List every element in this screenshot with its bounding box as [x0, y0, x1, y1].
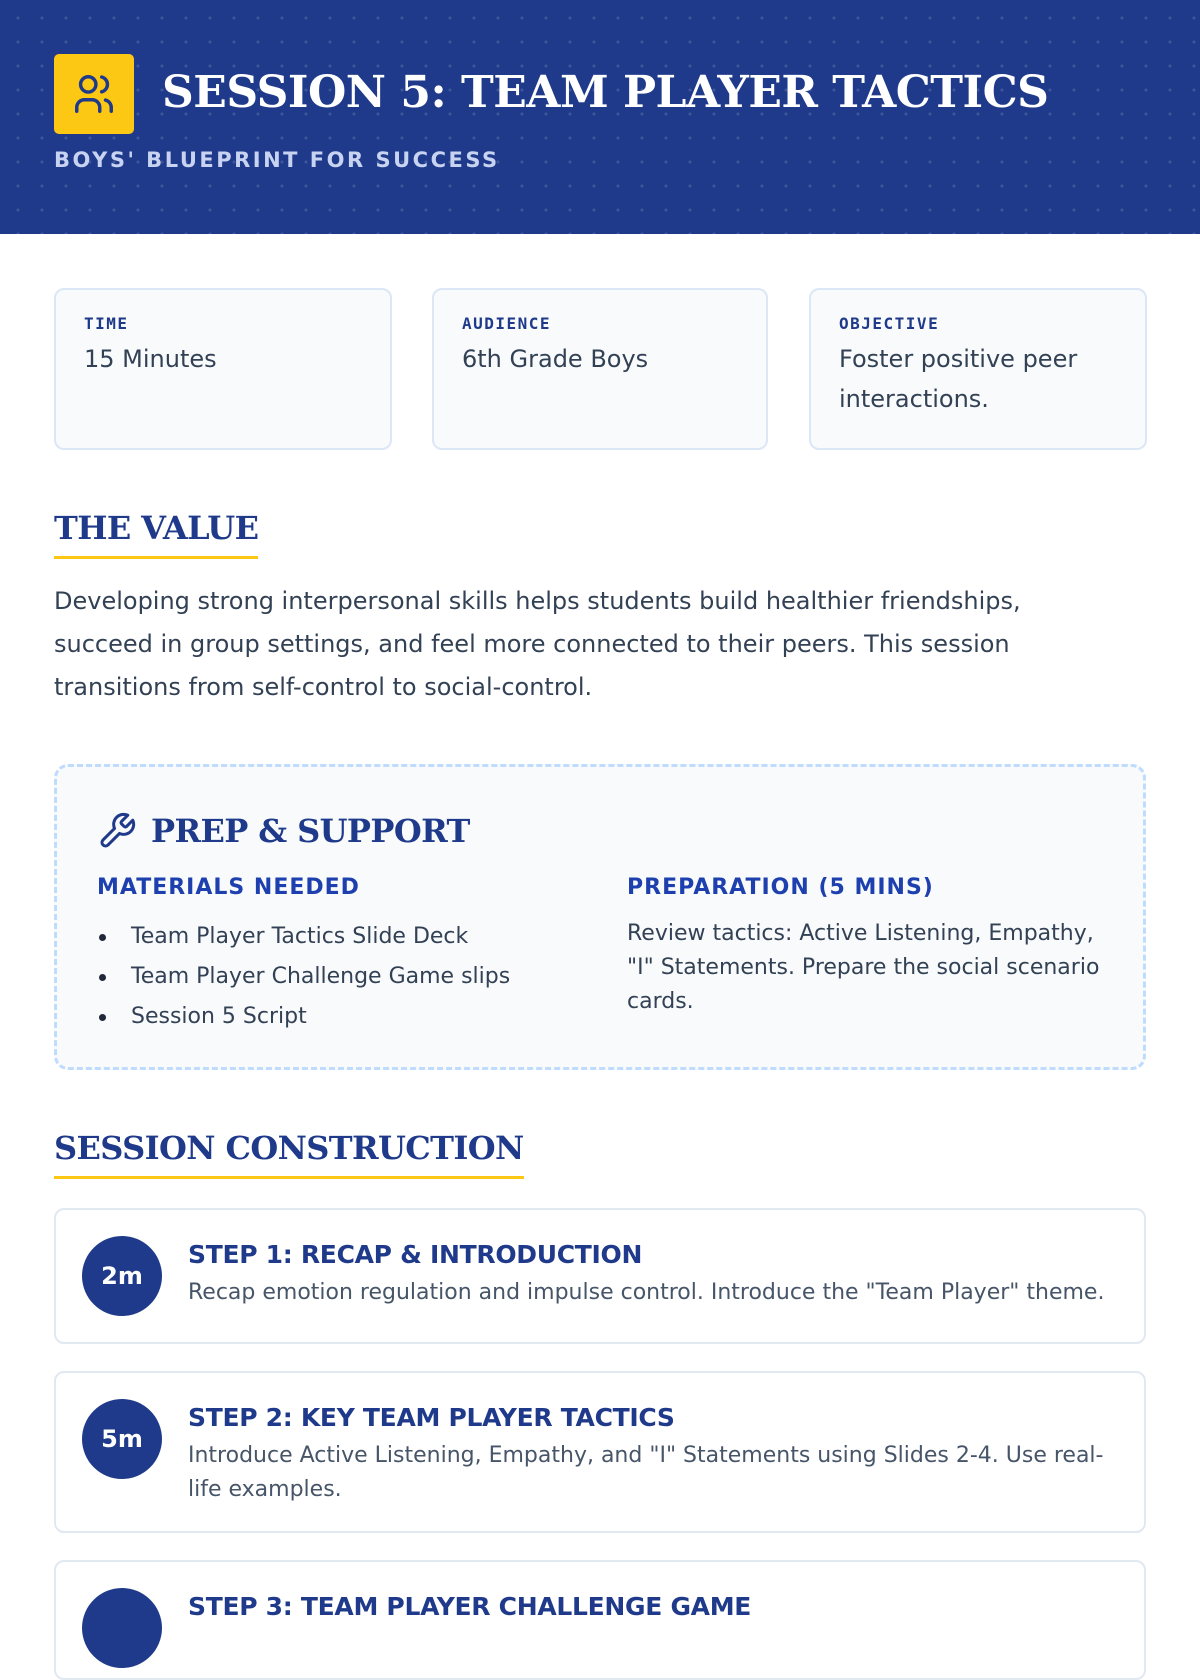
duration-badge: [82, 1588, 162, 1668]
users-icon: [71, 71, 117, 117]
materials-list: [97, 917, 510, 1037]
construction-section-title: SESSION CONSTRUCTION: [54, 1128, 524, 1179]
materials-title: MATERIALS NEEDED: [97, 875, 360, 900]
list-item: Session 5 Script: [97, 997, 510, 1037]
info-card-audience: [432, 288, 768, 450]
value-section-text: Developing strong interpersonal skills helps students build healthier friendships, succeed in group settings, and feel more connected to their peers. This session transitions from self-control to social-control.: [54, 587, 1021, 701]
prep-title: PREP & SUPPORT: [151, 812, 470, 850]
step-title: STEP 3: TEAM PLAYER CHALLENGE GAME: [188, 1592, 752, 1621]
value-section-title: THE VALUE: [54, 508, 258, 559]
logo-badge: [54, 54, 134, 134]
info-card-label: OBJECTIVE: [839, 314, 940, 333]
prep-header: [97, 811, 470, 851]
duration-badge: 2m: [82, 1236, 162, 1316]
info-card-label: AUDIENCE: [462, 314, 552, 333]
info-card-value: Foster positive peer interactions.: [839, 345, 1078, 413]
page-title: SESSION 5: TEAM PLAYER TACTICS: [162, 67, 1049, 118]
prep-support-panel: [54, 764, 1146, 1070]
step-title: STEP 2: KEY TEAM PLAYER TACTICS: [188, 1403, 675, 1432]
page-header: [0, 0, 1200, 234]
list-item: Team Player Tactics Slide Deck: [97, 917, 510, 957]
step-description: Recap emotion regulation and impulse control. Introduce the "Team Player" theme.: [188, 1280, 1105, 1305]
duration-badge: 5m: [82, 1399, 162, 1479]
step-card-1: [54, 1208, 1146, 1344]
step-title: STEP 1: RECAP & INTRODUCTION: [188, 1240, 643, 1269]
info-card-value: 6th Grade Boys: [462, 345, 649, 373]
info-card-time: [54, 288, 392, 450]
list-item: Team Player Challenge Game slips: [97, 957, 510, 997]
info-card-label: TIME: [84, 314, 129, 333]
info-card-objective: [809, 288, 1147, 450]
step-card-3: [54, 1560, 1146, 1680]
preparation-text: Review tactics: Active Listening, Empathy, "I" Statements. Prepare the social scenario cards.: [627, 921, 1100, 1014]
preparation-title: PREPARATION (5 MINS): [627, 875, 934, 900]
page-subtitle: BOYS' BLUEPRINT FOR SUCCESS: [54, 148, 500, 172]
step-description: Introduce Active Listening, Empathy, and "I" Statements using Slides 2-4. Use real-life examples.: [188, 1443, 1104, 1502]
wrench-icon: [97, 811, 137, 851]
info-card-value: 15 Minutes: [84, 345, 217, 373]
step-card-2: [54, 1371, 1146, 1533]
